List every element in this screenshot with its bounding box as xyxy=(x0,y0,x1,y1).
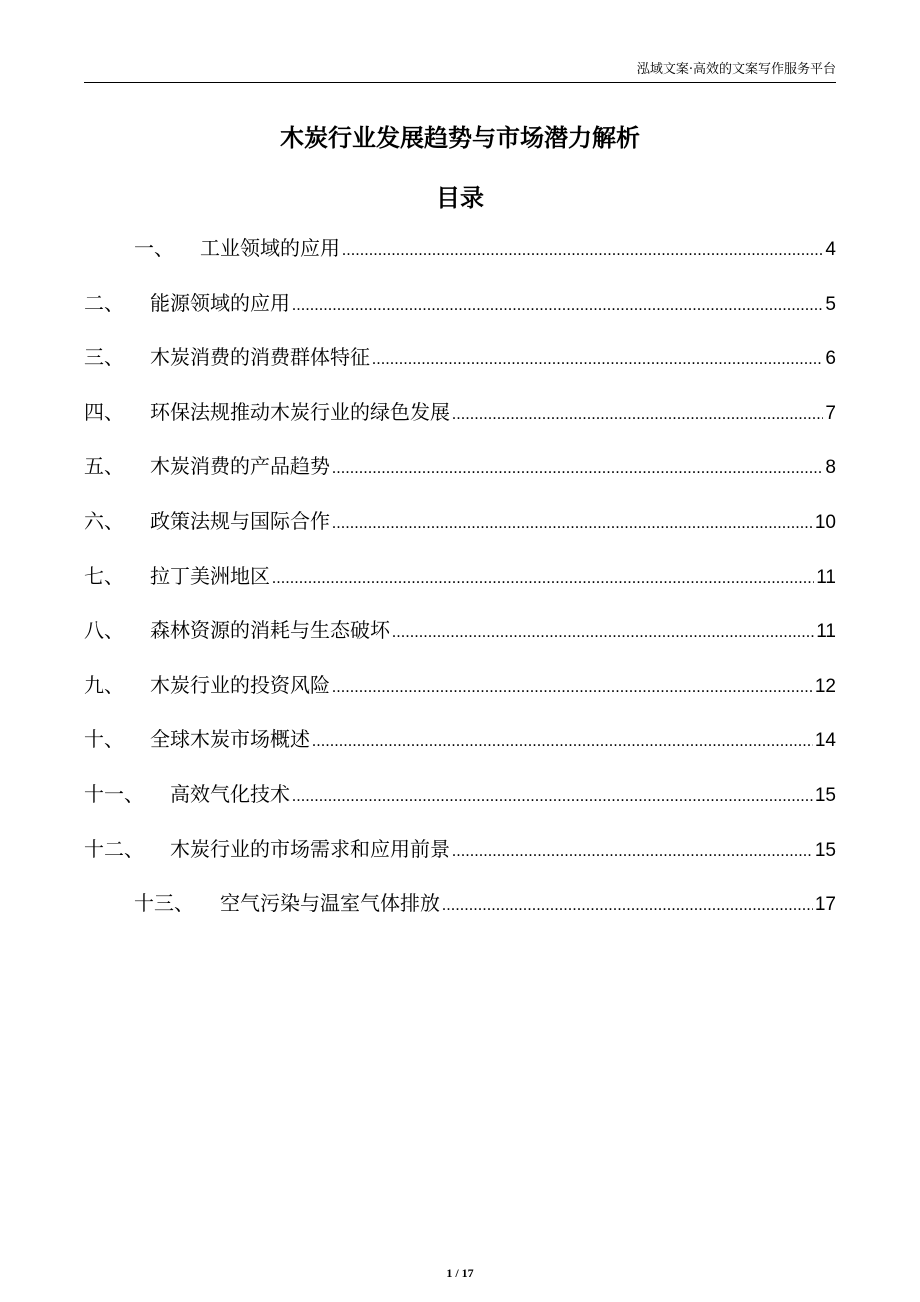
toc-entry[interactable] xyxy=(84,341,836,396)
toc-leader-dots xyxy=(312,733,813,751)
toc-entry-page: 14 xyxy=(814,730,836,752)
toc-leader-dots xyxy=(392,624,814,642)
toc-entry-title: 拉丁美洲地区 xyxy=(150,563,270,588)
toc-entry-number: 一、 xyxy=(134,236,174,260)
toc-entry-number: 三、 xyxy=(84,345,124,370)
toc-entry-page: 15 xyxy=(814,784,836,806)
toc-entry[interactable] xyxy=(84,778,836,833)
toc-entry-title: 森林资源的消耗与生态破坏 xyxy=(150,618,390,643)
toc-entry-number: 五、 xyxy=(84,454,124,479)
toc-entry-title: 高效气化技术 xyxy=(170,781,290,806)
toc-leader-dots xyxy=(332,460,823,478)
toc-entry[interactable] xyxy=(84,560,836,615)
toc-entry[interactable] xyxy=(84,505,836,560)
toc-leader-dots xyxy=(292,297,823,315)
toc-entry-title: 政策法规与国际合作 xyxy=(150,508,330,533)
toc-entry-title: 木炭消费的消费群体特征 xyxy=(150,345,370,370)
toc-entry[interactable] xyxy=(84,669,836,724)
toc-leader-dots xyxy=(442,897,813,915)
toc-entry-number: 十、 xyxy=(84,727,124,752)
toc-entry-number: 二、 xyxy=(84,290,124,315)
toc-entry-title: 全球木炭市场概述 xyxy=(150,727,310,752)
toc-entry-page: 5 xyxy=(825,293,836,315)
toc-leader-dots xyxy=(272,570,814,588)
toc-entry[interactable] xyxy=(84,396,836,451)
toc-entry[interactable] xyxy=(84,614,836,669)
table-of-contents xyxy=(84,232,836,942)
toc-entry-number: 四、 xyxy=(84,399,124,424)
toc-entry-title: 环保法规推动木炭行业的绿色发展 xyxy=(150,399,450,424)
toc-entry-title: 木炭消费的产品趋势 xyxy=(150,454,330,479)
toc-entry-page: 7 xyxy=(825,402,836,424)
toc-leader-dots xyxy=(372,351,823,369)
toc-entry-title: 木炭行业的市场需求和应用前景 xyxy=(170,836,450,861)
toc-entry-number: 十一、 xyxy=(84,781,144,806)
toc-entry[interactable] xyxy=(84,232,836,287)
toc-entry-number: 十三、 xyxy=(134,891,194,916)
page-number: 1 / 17 xyxy=(446,1266,474,1280)
toc-entry-number: 八、 xyxy=(84,618,124,643)
toc-entry-title: 能源领域的应用 xyxy=(150,290,290,315)
document-title: 木炭行业发展趋势与市场潜力解析 xyxy=(280,124,640,152)
toc-leader-dots xyxy=(342,242,823,260)
toc-entry-number: 六、 xyxy=(84,508,124,533)
toc-entry-page: 10 xyxy=(814,511,836,533)
header-rule xyxy=(84,82,836,83)
toc-entry-page: 15 xyxy=(814,839,836,861)
toc-entry-title: 空气污染与温室气体排放 xyxy=(220,891,440,916)
toc-entry-title: 木炭行业的投资风险 xyxy=(150,672,330,697)
toc-entry-number: 七、 xyxy=(84,563,124,588)
toc-entry-number: 九、 xyxy=(84,672,124,697)
toc-heading: 目录 xyxy=(436,184,484,212)
toc-entry[interactable] xyxy=(84,723,836,778)
toc-entry-title: 工业领域的应用 xyxy=(200,236,340,260)
toc-entry-page: 11 xyxy=(816,566,836,588)
toc-entry-page: 17 xyxy=(814,894,836,916)
toc-entry-page: 6 xyxy=(825,348,836,370)
toc-leader-dots xyxy=(332,515,813,533)
toc-entry[interactable] xyxy=(84,450,836,505)
toc-entry-page: 8 xyxy=(825,457,836,479)
toc-entry-page: 12 xyxy=(814,675,836,697)
toc-leader-dots xyxy=(452,843,813,861)
toc-entry-number: 十二、 xyxy=(84,836,144,861)
page-header: 泓域文案·高效的文案写作服务平台 xyxy=(636,62,836,77)
toc-entry[interactable] xyxy=(84,887,836,942)
toc-leader-dots xyxy=(332,679,813,697)
toc-entry[interactable] xyxy=(84,287,836,342)
toc-entry-page: 4 xyxy=(825,239,836,260)
toc-leader-dots xyxy=(452,406,823,424)
toc-entry-page: 11 xyxy=(816,621,836,643)
toc-leader-dots xyxy=(292,788,813,806)
toc-entry[interactable] xyxy=(84,833,836,888)
